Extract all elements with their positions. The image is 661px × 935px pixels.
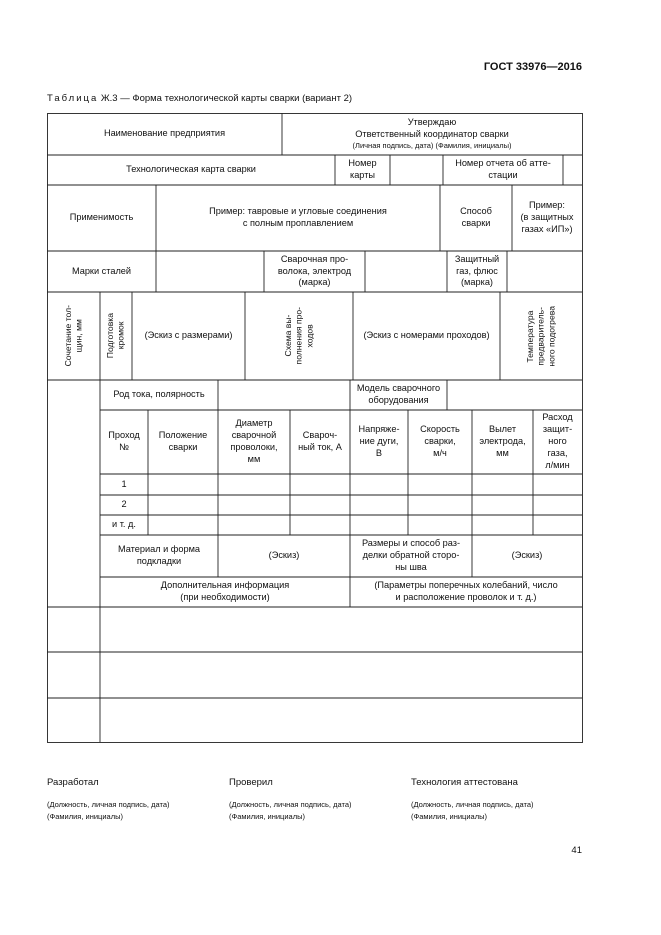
col-gas-flow: Расход защит- ного газа, л/мин bbox=[542, 412, 573, 470]
col-voltage: Напряже- ние дуги, В bbox=[358, 424, 400, 458]
back-gouge-label: Размеры и способ раз- делки обратной сторо- ны шва bbox=[361, 538, 461, 572]
col-current: Свароч- ный ток, А bbox=[298, 430, 342, 452]
card-number-label: Номер карты bbox=[348, 158, 377, 180]
sig-checked-lines bbox=[229, 799, 352, 822]
sketch-passes: (Эскиз с номерами проходов) bbox=[363, 330, 490, 341]
approval-title: Утверждаю Ответственный координатор сварки bbox=[355, 117, 509, 140]
welding-method-label: Способ сварки bbox=[460, 206, 492, 228]
col-position: Положение сварки bbox=[158, 430, 208, 452]
sig-certified-line1: (Должность, личная подпись, дата) bbox=[411, 800, 534, 809]
page-number: 41 bbox=[571, 845, 582, 856]
backing-material-label: Материал и форма подкладки bbox=[117, 544, 201, 566]
sig-developed-title: Разработал bbox=[47, 777, 99, 788]
org-name-label: Наименование предприятия bbox=[103, 128, 226, 139]
sig-certified-title: Технология аттестована bbox=[411, 777, 518, 788]
approval-block bbox=[282, 113, 582, 155]
pass-scheme-cell bbox=[245, 292, 353, 380]
extra-info-label: Дополнительная информация (при необходимости) bbox=[160, 580, 290, 602]
table-row-1: 1 bbox=[121, 478, 127, 489]
tech-card-title: Технологическая карта сварки bbox=[126, 164, 256, 175]
report-number-label: Номер отчета об атте- стации bbox=[455, 158, 551, 180]
welding-method-example: Пример: (в защитных газах «ИП») bbox=[520, 200, 574, 234]
applicability-example: Пример: тавровые и угловые соединения с полным проплавлением bbox=[209, 206, 387, 228]
table-row-2: 2 bbox=[121, 499, 127, 510]
col-wire-diameter: Диаметр сварочной проволоки, мм bbox=[230, 418, 278, 464]
backing-sketch: (Эскиз) bbox=[268, 550, 300, 561]
sig-certified-lines bbox=[411, 799, 534, 822]
oscillation-params: (Параметры поперечных колебаний, число и расположение проволок и т. д.) bbox=[374, 580, 558, 602]
sig-developed-line2: (Фамилия, инициалы) bbox=[47, 811, 123, 821]
standard-number: ГОСТ 33976—2016 bbox=[483, 61, 582, 73]
preheat-label: Температура предваритель- ного подогрева bbox=[524, 305, 557, 367]
caption-text: Ж.3 — Форма технологической карты сварки (вариант 2) bbox=[100, 93, 353, 104]
wire-label: Сварочная про- волока, электрод (марка) bbox=[277, 253, 352, 288]
col-speed: Скорость сварки, м/ч bbox=[420, 424, 460, 458]
sketch-dims: (Эскиз с размерами) bbox=[144, 330, 233, 341]
thickness-label: Сочетание тол- щин, мм bbox=[62, 305, 84, 367]
approval-signature-hint: (Личная подпись, дата) (Фамилия, инициалы) bbox=[352, 141, 512, 151]
sig-checked-title: Проверил bbox=[229, 777, 273, 788]
steel-grades-label: Марки сталей bbox=[71, 265, 132, 276]
sig-developed-lines bbox=[47, 799, 170, 822]
sig-checked-line1: (Должность, личная подпись, дата) bbox=[229, 800, 352, 809]
shield-gas-label: Защитный газ, флюс (марка) bbox=[454, 253, 500, 288]
pass-scheme-label: Схема вы- полнения про- ходов bbox=[282, 307, 315, 365]
current-type-label: Род тока, полярность bbox=[113, 389, 205, 400]
col-pass: Проход № bbox=[108, 430, 140, 452]
sig-checked-line2: (Фамилия, инициалы) bbox=[229, 811, 305, 821]
caption-prefix: Таблица bbox=[47, 93, 99, 104]
sig-developed-line1: (Должность, личная подпись, дата) bbox=[47, 800, 170, 809]
equipment-label: Модель сварочного оборудования bbox=[356, 383, 441, 405]
edge-prep-label: Подготовка кромок bbox=[105, 313, 126, 359]
col-stickout: Вылет электрода, мм bbox=[479, 424, 526, 458]
table-row-etc: и т. д. bbox=[112, 519, 136, 530]
back-gouge-sketch: (Эскиз) bbox=[511, 550, 543, 561]
sig-certified-line2: (Фамилия, инициалы) bbox=[411, 811, 487, 821]
thickness-cell bbox=[47, 292, 100, 380]
edge-prep-cell bbox=[100, 292, 132, 380]
applicability-label: Применимость bbox=[69, 212, 134, 223]
preheat-cell bbox=[500, 292, 582, 380]
